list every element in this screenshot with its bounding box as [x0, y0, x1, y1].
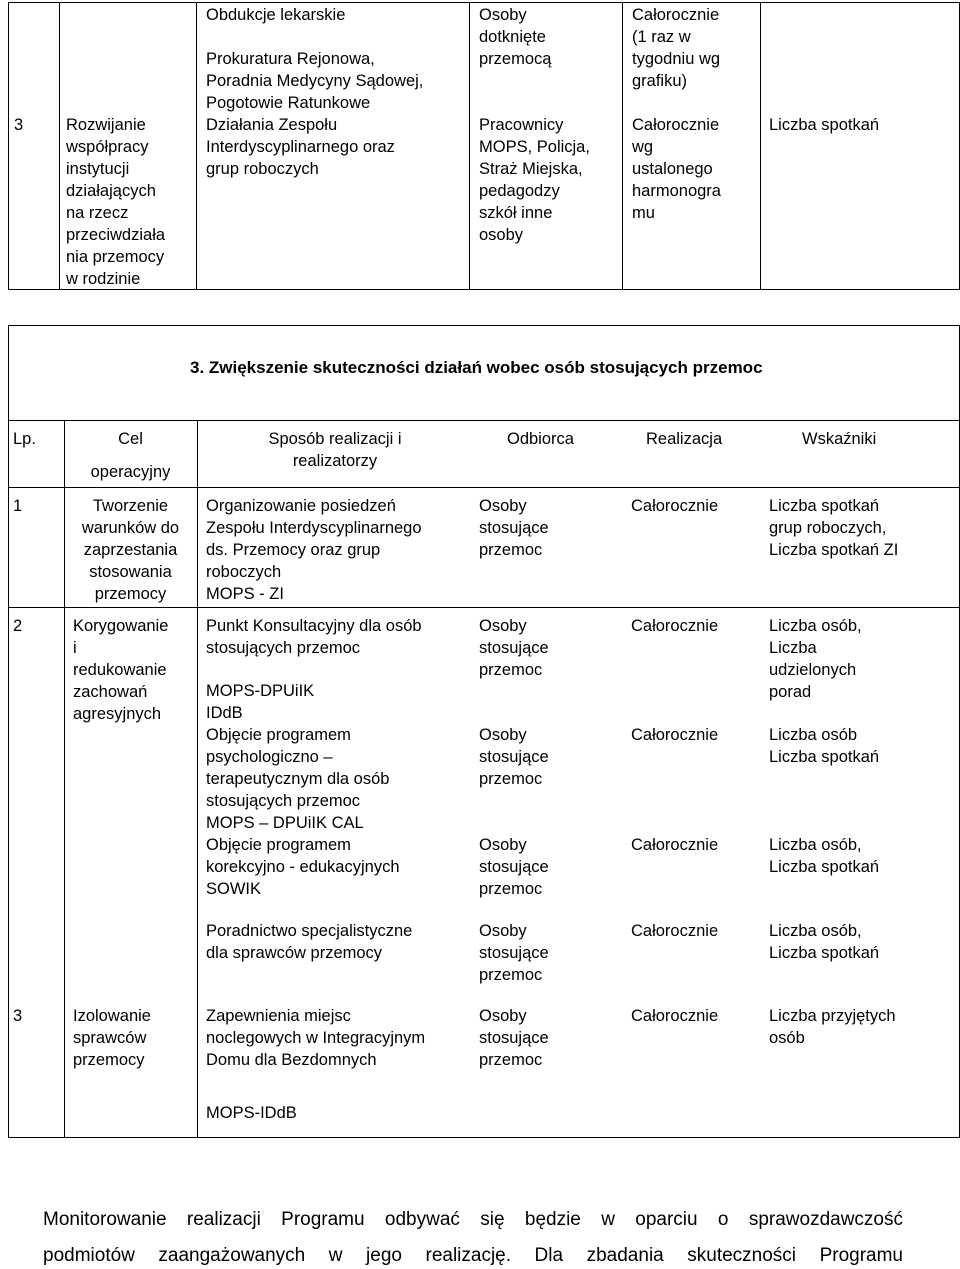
table1-sposob-obdukcje [206, 4, 345, 26]
cell-line: dotknięte [479, 28, 546, 46]
cell-line: przemocy [94, 585, 167, 603]
cell-line: Domu dla Bezdomnych [206, 1051, 377, 1069]
cell-line: Osoby [479, 6, 527, 24]
cell-line: Objęcie programem [206, 836, 351, 854]
cell-line: Liczba spotkań [769, 858, 880, 876]
cell-line: stosujące [479, 748, 549, 766]
cell-line: Osoby [479, 1007, 527, 1025]
cell-line: warunków do [81, 519, 180, 537]
cell-line: Izolowanie [73, 1007, 151, 1025]
paragraph-line-1: Monitorowanie realizacji Programu odbywać się będzie w oparciu o sprawozdawczość [43, 1209, 903, 1230]
cell-line: Zapewnienia miejsc [206, 1007, 351, 1025]
row3-realizacja: Całorocznie [631, 1007, 719, 1025]
row3-sposob [206, 1005, 425, 1071]
cell-line: współpracy [66, 138, 149, 156]
row2-odbiorca-4 [479, 920, 549, 986]
cell-line: stosujące [479, 639, 549, 657]
row2-sposob-poradnictwo [206, 920, 412, 964]
cell-line: noclegowych w Integracyjnym [206, 1029, 426, 1047]
row3-sposob-realizator [206, 1102, 297, 1124]
row2-sposob-punkt [206, 615, 422, 659]
cell-line: roboczych [206, 563, 282, 581]
cell-line: stosowania [89, 563, 172, 581]
cell-line: Całorocznie [631, 497, 719, 515]
cell-line: stosujące [479, 1029, 549, 1047]
cell-line: MOPS-IDdB [206, 1104, 297, 1122]
row2-realizacja-3: Całorocznie [631, 836, 719, 854]
cell-line: Straż Miejska, [479, 160, 583, 178]
cell-line: instytucji [66, 160, 130, 178]
table1-sposob-zespol [206, 114, 395, 180]
cell-line: sprawców [73, 1029, 147, 1047]
cell-line: działających [66, 182, 156, 200]
cell-line: Obdukcje lekarskie [206, 6, 346, 24]
row2-realizacja-1: Całorocznie [631, 617, 719, 635]
cell-line: terapeutycznym dla osób [206, 770, 390, 788]
row3-odbiorca [479, 1005, 549, 1071]
cell-line: przemoc [479, 966, 543, 984]
cell-line: Liczba spotkań [769, 944, 880, 962]
row2-wskazniki-4 [769, 920, 879, 964]
cell-line: mu [632, 204, 655, 222]
cell-line: zaprzestania [83, 541, 178, 559]
cell-line: przemoc [479, 661, 543, 679]
cell-line: osób [769, 1029, 805, 1047]
table1-odbiorca-osoby [479, 4, 551, 70]
table1-sposob-instytucje [206, 48, 423, 114]
row2-lp: 2 [13, 617, 23, 635]
row2-realizacja-4: Całorocznie [631, 922, 719, 940]
cell-line: IDdB [206, 704, 243, 722]
row1-odbiorca [479, 495, 549, 561]
row2-odbiorca-2 [479, 724, 549, 790]
row1-lp: 1 [13, 497, 23, 515]
row2-realizacja-2: Całorocznie [631, 726, 719, 744]
row1-realizacja [631, 495, 718, 517]
cell-line: MOPS, Policja, [479, 138, 590, 156]
cell-line: ds. Przemocy oraz grup [206, 541, 381, 559]
cell-line: przemoc [479, 541, 543, 559]
table1-odbiorca-pracownicy [479, 114, 590, 246]
cell-line: Osoby [479, 726, 527, 744]
row2-wskazniki-1 [769, 615, 862, 703]
section-title: 3. Zwiększenie skuteczności działań wobec osób stosujących przemoc [190, 358, 763, 377]
row2-wskazniki-2 [769, 724, 879, 768]
cell-line: MOPS – DPUiIK CAL [206, 814, 364, 832]
cell-line: Liczba osób, [769, 836, 862, 854]
cell-line: i [73, 639, 77, 657]
table1-wskazniki [769, 114, 879, 136]
cell-line: tygodniu wg [632, 50, 721, 68]
cell-line: Osoby [479, 922, 527, 940]
cell-line: stosujących przemoc [206, 792, 361, 810]
cell-line: udzielonych [769, 661, 857, 679]
cell-line: Liczba [769, 639, 817, 657]
cell-line: przemoc [479, 1051, 543, 1069]
cell-line: Osoby [479, 617, 527, 635]
header-cel: Cel [118, 430, 143, 448]
cell-line: (1 raz w [632, 28, 691, 46]
row1-sposob [206, 495, 422, 605]
cell-line: dla sprawców przemocy [206, 944, 383, 962]
cell-line: Liczba osób, [769, 617, 862, 635]
cell-line: zachowań [73, 683, 148, 701]
cell-line: Liczba spotkań [769, 116, 880, 134]
cell-line: w rodzinie [66, 270, 141, 288]
cell-line: Objęcie programem [206, 726, 351, 744]
row2-odbiorca-1 [479, 615, 549, 681]
cell-line: Korygowanie [73, 617, 169, 635]
cell-line: MOPS - ZI [206, 585, 284, 603]
row1-wskazniki [769, 495, 898, 561]
cell-line: Rozwijanie [66, 116, 146, 134]
header-realizacja: Realizacja [646, 430, 723, 448]
table1-lp: 3 [14, 116, 24, 134]
cell-line: korekcyjno - edukacyjnych [206, 858, 400, 876]
cell-line: Pracownicy [479, 116, 564, 134]
table1-realizacja-grafik [632, 4, 720, 92]
cell-line: psychologiczno – [206, 748, 333, 766]
cell-line: Tworzenie [92, 497, 169, 515]
cell-line: grup roboczych [206, 160, 319, 178]
cell-line: przeciwdziała [66, 226, 166, 244]
cell-line: szkół inne [479, 204, 553, 222]
header-cel-operacyjny: operacyjny [90, 463, 171, 481]
cell-line: agresyjnych [73, 705, 162, 723]
cell-line: stosujących przemoc [206, 639, 361, 657]
cell-line: stosujące [479, 858, 549, 876]
table1-realizacja-harmonogram [632, 114, 721, 224]
cell-line: Punkt Konsultacyjny dla osób [206, 617, 422, 635]
cell-line: grafiku) [632, 72, 688, 90]
cell-line: MOPS-DPUiIK [206, 682, 315, 700]
cell-line: przemocą [479, 50, 552, 68]
cell-line: Działania Zespołu [206, 116, 338, 134]
cell-line: grup roboczych, [769, 519, 887, 537]
row2-sposob-programy [206, 680, 400, 900]
cell-line: Liczba spotkań [769, 748, 880, 766]
header-sposob: Sposób realizacji i [268, 430, 402, 448]
cell-line: ustalonego [632, 160, 713, 178]
cell-line: wg [632, 138, 654, 156]
cell-line: redukowanie [73, 661, 167, 679]
cell-line: Pogotowie Ratunkowe [206, 94, 371, 112]
cell-line: Całorocznie [632, 6, 720, 24]
cell-line: stosujące [479, 944, 549, 962]
cell-line: Interdyscyplinarnego oraz [206, 138, 395, 156]
cell-line: Liczba spotkań [769, 497, 880, 515]
cell-line: przemoc [479, 770, 543, 788]
header-realizatorzy: realizatorzy [292, 452, 378, 470]
cell-line: stosujące [479, 519, 549, 537]
cell-line: porad [769, 683, 812, 701]
paragraph-line-2: podmiotów zaangażowanych w jego realizację. Dla zbadania skuteczności Programu [43, 1245, 903, 1266]
cell-line: SOWIK [206, 880, 262, 898]
cell-line: na rzecz [66, 204, 129, 222]
cell-line: przemocy [73, 1051, 145, 1069]
cell-line: Całorocznie [632, 116, 720, 134]
cell-line: Osoby [479, 836, 527, 854]
cell-line: harmonogra [632, 182, 721, 200]
header-odbiorca: Odbiorca [507, 430, 574, 448]
header-wskazniki: Wskaźniki [802, 430, 877, 448]
cell-line: Organizowanie posiedzeń [206, 497, 396, 515]
row2-wskazniki-3 [769, 834, 879, 878]
cell-line: pedagodzy [479, 182, 560, 200]
row1-cel [64, 495, 197, 605]
cell-line: Liczba spotkań ZI [769, 541, 899, 559]
cell-line: przemoc [479, 880, 543, 898]
cell-line: Osoby [479, 497, 527, 515]
table1-cel [66, 114, 165, 290]
cell-line: nia przemocy [66, 248, 165, 266]
cell-line: Prokuratura Rejonowa, [206, 50, 375, 68]
cell-line: Poradnictwo specjalistyczne [206, 922, 413, 940]
row3-lp: 3 [13, 1007, 23, 1025]
cell-line: Zespołu Interdyscyplinarnego [206, 519, 422, 537]
cell-line: Liczba osób, [769, 922, 862, 940]
row2-cel [73, 615, 168, 725]
cell-line: osoby [479, 226, 524, 244]
row3-wskazniki [769, 1005, 896, 1049]
cell-line: Poradnia Medycyny Sądowej, [206, 72, 424, 90]
cell-line: Liczba osób [769, 726, 858, 744]
cell-line: Liczba przyjętych [769, 1007, 896, 1025]
row2-odbiorca-3 [479, 834, 549, 900]
row3-cel [73, 1005, 151, 1071]
header-lp: Lp. [13, 430, 36, 448]
